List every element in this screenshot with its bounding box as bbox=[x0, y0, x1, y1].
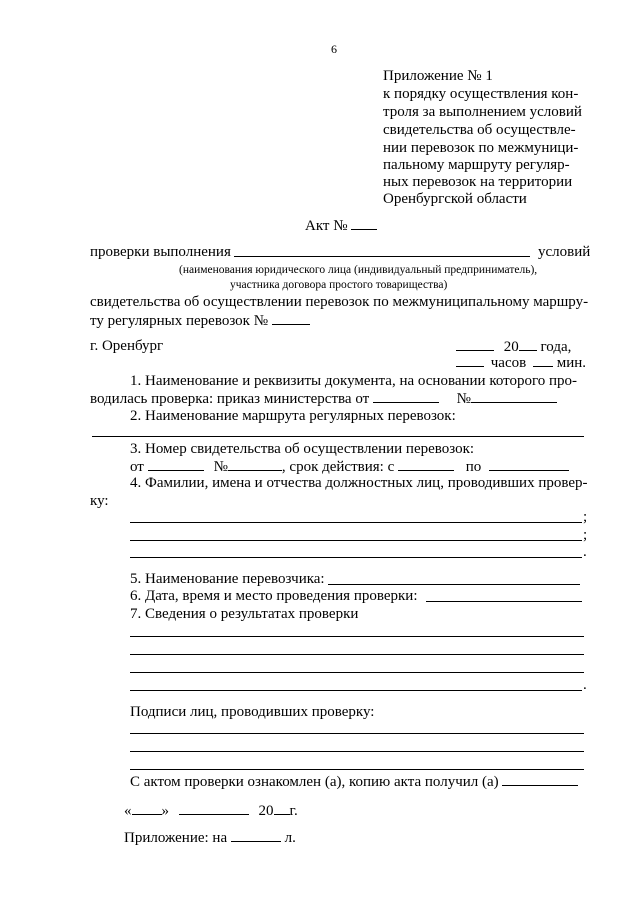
item-5: 5. Наименование перевозчика: bbox=[130, 571, 325, 587]
item-2: 2. Наименование маршрута регулярных перевозок: bbox=[130, 408, 456, 424]
organization-name-blank[interactable] bbox=[234, 256, 530, 257]
act-number-blank[interactable] bbox=[351, 217, 377, 230]
attachment-suffix: л. bbox=[284, 830, 296, 846]
attachment-line bbox=[124, 829, 296, 847]
attachment-pages-blank[interactable] bbox=[231, 829, 281, 842]
year-blank[interactable] bbox=[519, 338, 537, 351]
item-1-line-1: 1. Наименование и реквизиты документа, на основании которого про- bbox=[130, 373, 578, 389]
officials-end-1: ; bbox=[583, 509, 588, 525]
signature-year-prefix: 20 bbox=[258, 803, 274, 819]
order-number-blank[interactable] bbox=[471, 390, 557, 403]
date-year-prefix: 20 bbox=[503, 339, 519, 355]
item-1-line-2 bbox=[90, 390, 557, 408]
item-1-order-text: водилась проверка: приказ министерства от bbox=[90, 391, 370, 407]
certificate-number-blank[interactable] bbox=[228, 458, 282, 471]
appendix-title: Приложение № 1 bbox=[383, 68, 493, 84]
officials-end-3: . bbox=[583, 544, 587, 560]
signature-blank-1[interactable] bbox=[130, 733, 584, 734]
item-6: 6. Дата, время и место проведения проверки: bbox=[130, 588, 418, 604]
appendix-line: нии перевозок по межмуници- bbox=[383, 140, 579, 156]
item-1-number-sign: № bbox=[456, 391, 471, 407]
signature-year-suffix: г. bbox=[289, 803, 298, 819]
item-3-valid: , срок действия: с bbox=[281, 459, 395, 475]
results-blank-3[interactable] bbox=[130, 672, 584, 673]
check-line-3 bbox=[90, 312, 310, 330]
results-blank-4[interactable] bbox=[130, 690, 582, 691]
item-4-line-2: ку: bbox=[90, 493, 109, 509]
minutes-label: мин. bbox=[556, 355, 586, 371]
order-date-blank[interactable] bbox=[373, 390, 439, 403]
attachment-prefix: Приложение: на bbox=[124, 830, 228, 846]
city: г. Оренбург bbox=[90, 338, 164, 354]
hours-label: часов bbox=[490, 355, 527, 371]
check-line-3-text: ту регулярных перевозок № bbox=[90, 313, 269, 329]
signature-blank-3[interactable] bbox=[130, 769, 584, 770]
signatures-title: Подписи лиц, проводивших проверку: bbox=[130, 704, 375, 720]
appendix-line: ных перевозок на территории bbox=[383, 174, 573, 190]
day-blank[interactable] bbox=[132, 802, 162, 815]
signature-date-line bbox=[124, 802, 298, 820]
appendix-line: Оренбургской области bbox=[383, 191, 527, 207]
results-blank-1[interactable] bbox=[130, 636, 584, 637]
officials-end-2: ; bbox=[583, 527, 588, 543]
check-line-2: свидетельства об осуществлении перевозок по межмуниципальному маршру- bbox=[90, 294, 589, 310]
quote-open: « bbox=[124, 803, 132, 819]
item-4-line-1: 4. Фамилии, имена и отчества должностных лиц, проводивших провер- bbox=[130, 475, 588, 491]
item-3-from: от bbox=[130, 459, 144, 475]
inspection-datetime-blank[interactable] bbox=[426, 601, 582, 602]
route-number-blank[interactable] bbox=[272, 312, 310, 325]
signature-blank-2[interactable] bbox=[130, 751, 584, 752]
quote-close: » bbox=[161, 803, 169, 819]
organization-note-1: (наименования юридического лица (индивидуальный предприниматель), bbox=[179, 264, 538, 276]
act-title-text: Акт № bbox=[305, 218, 348, 234]
check-suffix: условий bbox=[538, 244, 591, 260]
carrier-name-blank[interactable] bbox=[328, 584, 580, 585]
date-year-suffix: года, bbox=[540, 339, 572, 355]
check-prefix: проверки выполнения bbox=[90, 244, 231, 260]
results-end: . bbox=[583, 677, 587, 693]
acquainted-text: С актом проверки ознакомлен (а), копию акта получил (а) bbox=[130, 774, 499, 790]
appendix-line: троля за выполнением условий bbox=[383, 104, 582, 120]
signature-year-blank[interactable] bbox=[274, 802, 290, 815]
officials-blank-3[interactable] bbox=[130, 557, 582, 558]
acquainted-signature-blank[interactable] bbox=[502, 773, 578, 786]
hours-blank[interactable] bbox=[456, 354, 484, 367]
appendix-line: пальному маршруту регуляр- bbox=[383, 157, 570, 173]
item-3-details bbox=[130, 458, 569, 476]
appendix-line: к порядку осуществления кон- bbox=[383, 86, 579, 102]
valid-from-blank[interactable] bbox=[398, 458, 454, 471]
item-3: 3. Номер свидетельства об осуществлении перевозок: bbox=[130, 441, 475, 457]
time-line bbox=[456, 354, 586, 372]
page-number: 6 bbox=[331, 42, 337, 56]
organization-note-2: участника договора простого товарищества) bbox=[230, 279, 448, 291]
item-3-number-sign: № bbox=[213, 459, 228, 475]
certificate-date-blank[interactable] bbox=[148, 458, 204, 471]
acquainted-line bbox=[130, 773, 578, 791]
date-blank[interactable] bbox=[456, 338, 494, 351]
officials-blank-1[interactable] bbox=[130, 522, 582, 523]
appendix-line: свидетельства об осуществле- bbox=[383, 122, 576, 138]
valid-to-blank[interactable] bbox=[489, 458, 569, 471]
minutes-blank[interactable] bbox=[533, 354, 553, 367]
month-blank[interactable] bbox=[179, 802, 249, 815]
item-7: 7. Сведения о результатах проверки bbox=[130, 606, 359, 622]
results-blank-2[interactable] bbox=[130, 654, 584, 655]
item-3-to: по bbox=[465, 459, 482, 475]
route-name-blank[interactable] bbox=[92, 436, 584, 437]
officials-blank-2[interactable] bbox=[130, 540, 582, 541]
act-title bbox=[305, 217, 377, 235]
